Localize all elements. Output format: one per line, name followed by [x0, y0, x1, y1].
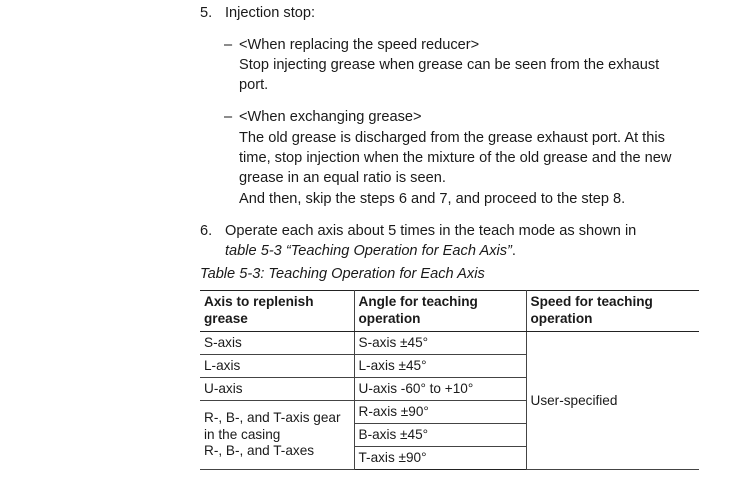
table-reference-link: table 5-3 “Teaching Operation for Each Axis”: [225, 243, 512, 259]
angle-cell: S-axis ±45°: [354, 332, 526, 355]
reference-end: .: [511, 243, 516, 259]
bullet-2-line: grease in an equal ratio is seen.: [239, 170, 446, 186]
bullet-2-heading: <When exchanging grease>: [239, 109, 422, 125]
bullet-2-line: The old grease is discharged from the grease exhaust port. At this: [239, 130, 665, 146]
header-axis: Axis to replenish grease: [200, 291, 354, 332]
table-caption: Table 5-3: Teaching Operation for Each Axis: [200, 266, 485, 282]
teaching-operation-table: [200, 290, 699, 470]
angle-cell: R-axis ±90°: [354, 401, 526, 424]
axis-cell: U-axis: [200, 378, 354, 401]
step-6-reference: [225, 241, 516, 261]
angle-cell: B-axis ±45°: [354, 424, 526, 447]
step-6-text: Operate each axis about 5 times in the teach mode as shown in: [225, 223, 637, 239]
axis-group-cell: R-, B-, and T-axis gear in the casing R-, B-, and T-axes: [200, 401, 354, 470]
bullet-2-line: And then, skip the steps 6 and 7, and proceed to the step 8.: [239, 191, 626, 207]
angle-cell: U-axis -60° to +10°: [354, 378, 526, 401]
step-6-number: 6.: [200, 223, 213, 239]
bullet-1-heading: <When replacing the speed reducer>: [239, 37, 480, 53]
step-5-title: Injection stop:: [225, 5, 316, 21]
bullet-1-line: port.: [239, 77, 269, 93]
bullet-2-line: time, stop injection when the mixture of the old grease and the new: [239, 150, 672, 166]
bullet-1-line: Stop injecting grease when grease can be seen from the exhaust: [239, 57, 660, 73]
header-speed: Speed for teaching operation: [526, 291, 699, 332]
bullet-dash-1: –: [224, 37, 233, 53]
table-header-row: [200, 291, 699, 332]
axis-cell: L-axis: [200, 355, 354, 378]
speed-cell: User-specified: [526, 332, 699, 470]
table-row: [200, 332, 699, 355]
step-5-number: 5.: [200, 5, 213, 21]
bullet-dash-2: –: [224, 109, 233, 125]
angle-cell: L-axis ±45°: [354, 355, 526, 378]
header-angle: Angle for teaching operation: [354, 291, 526, 332]
axis-cell: S-axis: [200, 332, 354, 355]
angle-cell: T-axis ±90°: [354, 447, 526, 470]
